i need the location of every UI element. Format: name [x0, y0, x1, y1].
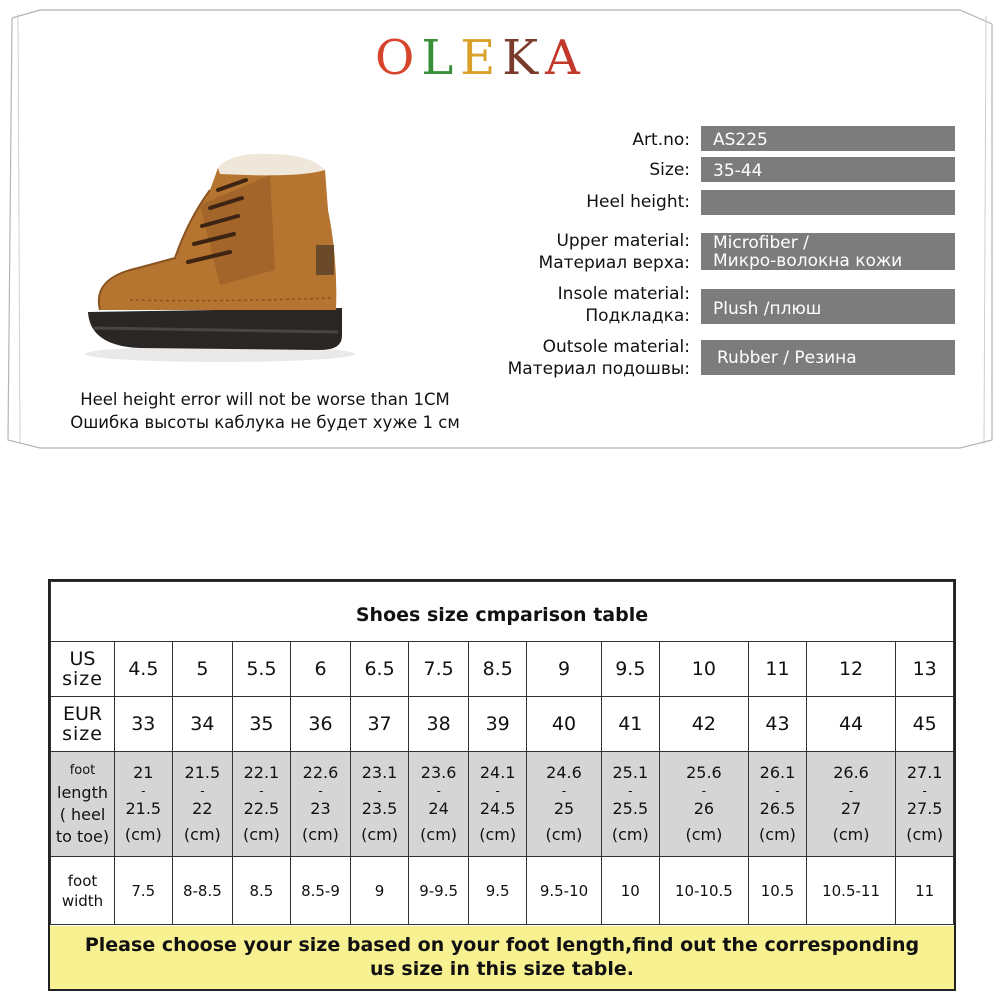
length-dash: - — [922, 784, 927, 798]
length-dash: - — [436, 784, 441, 798]
length-dash: - — [259, 784, 264, 798]
us-size-cell: 13 — [896, 642, 954, 697]
length-unit: (cm) — [611, 825, 649, 844]
length-from: 21.5 — [184, 763, 221, 782]
foot-length-cell — [233, 752, 291, 857]
spec-label-outsole-material: Outsole material: Материал подошвы: — [507, 337, 690, 379]
size-comparison-table — [48, 579, 956, 991]
logo-letter: L — [421, 30, 461, 86]
length-unit: (cm) — [545, 825, 583, 844]
foot-length-cell — [896, 752, 954, 857]
spec-label-size: Size: — [649, 160, 690, 180]
length-unit: (cm) — [759, 825, 796, 844]
length-to: 26.5 — [759, 799, 796, 818]
foot-length-cell — [408, 752, 469, 857]
logo-letter: E — [460, 30, 503, 86]
eur-size-cell: 39 — [469, 697, 527, 752]
length-from: 23.1 — [361, 763, 398, 782]
foot-length-cell — [115, 752, 173, 857]
spec-label-insole-material: Insole material: Подкладка: — [557, 284, 690, 326]
us-size-cell: 10 — [659, 642, 749, 697]
foot-width-cell: 7.5 — [115, 857, 173, 925]
length-dash: - — [318, 784, 323, 798]
length-dash: - — [775, 784, 780, 798]
length-unit: (cm) — [832, 825, 870, 844]
foot-width-cell: 11 — [896, 857, 954, 925]
length-from: 26.1 — [759, 763, 796, 782]
length-to: 24.5 — [479, 799, 516, 818]
length-to: 26 — [693, 799, 715, 818]
length-dash: - — [701, 784, 707, 798]
us-size-cell: 8.5 — [469, 642, 527, 697]
table-row-foot-length — [51, 752, 954, 857]
spec-value-outsole-material: Rubber / Резина — [701, 340, 955, 375]
length-to: 23 — [310, 799, 331, 818]
us-size-cell: 11 — [749, 642, 807, 697]
table-row-eur — [51, 697, 954, 752]
foot-length-cell — [602, 752, 660, 857]
length-from: 22.6 — [302, 763, 339, 782]
us-size-cell: 7.5 — [408, 642, 469, 697]
foot-length-cell — [749, 752, 807, 857]
length-to: 25 — [553, 799, 575, 818]
spec-value-size: 35-44 — [701, 157, 955, 182]
heel-note-en: Heel height error will not be worse than 1CM — [80, 390, 450, 409]
us-size-cell: 5 — [172, 642, 233, 697]
eur-size-cell: 34 — [172, 697, 233, 752]
length-unit: (cm) — [685, 825, 723, 844]
foot-width-cell: 9 — [351, 857, 409, 925]
length-from: 27.1 — [906, 763, 943, 782]
table-row-foot-width — [51, 857, 954, 925]
spec-label-art-no: Art.no: — [632, 130, 690, 150]
length-to: 24 — [428, 799, 449, 818]
foot-length-cell — [351, 752, 409, 857]
spec-value-insole-material: Plush /плюш — [701, 289, 955, 324]
foot-width-cell: 10-10.5 — [659, 857, 749, 925]
us-size-cell: 6.5 — [351, 642, 409, 697]
logo-letter: O — [375, 30, 422, 86]
heel-note-ru: Ошибка высоты каблука не будет хуже 1 см — [70, 413, 460, 432]
eur-size-cell: 38 — [408, 697, 469, 752]
eur-size-cell: 43 — [749, 697, 807, 752]
length-unit: (cm) — [302, 825, 339, 844]
us-size-cell: 6 — [290, 642, 351, 697]
length-to: 22 — [192, 799, 213, 818]
length-to: 23.5 — [361, 799, 398, 818]
eur-size-cell: 36 — [290, 697, 351, 752]
length-from: 24.1 — [479, 763, 516, 782]
length-dash: - — [141, 784, 146, 798]
foot-width-cell: 9.5-10 — [526, 857, 601, 925]
foot-length-cell — [526, 752, 601, 857]
length-to: 21.5 — [125, 799, 162, 818]
length-unit: (cm) — [361, 825, 398, 844]
foot-width-cell: 9.5 — [469, 857, 527, 925]
logo-letter: A — [545, 30, 587, 86]
us-size-cell: 9.5 — [602, 642, 660, 697]
length-unit: (cm) — [906, 825, 944, 844]
eur-size-cell: 45 — [896, 697, 954, 752]
eur-size-cell: 40 — [526, 697, 601, 752]
length-dash: - — [377, 784, 382, 798]
length-dash: - — [628, 784, 633, 798]
length-unit: (cm) — [479, 825, 517, 844]
length-from: 24.6 — [546, 763, 582, 782]
spec-value-art-no: AS225 — [701, 126, 955, 151]
length-from: 25.6 — [686, 763, 722, 782]
boot-image — [70, 150, 360, 365]
row-header-foot-width: foot width — [51, 857, 115, 925]
spec-label-heel-height: Heel height: — [586, 192, 690, 212]
length-to: 27 — [840, 799, 862, 818]
foot-width-cell: 10.5 — [749, 857, 807, 925]
foot-length-cell — [806, 752, 896, 857]
eur-size-cell: 37 — [351, 697, 409, 752]
brand-logo — [375, 30, 587, 86]
length-from: 21 — [133, 763, 154, 782]
length-dash: - — [848, 784, 854, 798]
size-advice-banner: Please choose your size based on your foot length,find out the corresponding us size in this size table. — [50, 926, 954, 989]
row-header-foot-length: foot length ( heel to toe) — [51, 752, 115, 857]
table-row-us — [51, 642, 954, 697]
eur-size-cell: 44 — [806, 697, 896, 752]
length-to: 27.5 — [906, 799, 943, 818]
us-size-cell: 9 — [526, 642, 601, 697]
length-unit: (cm) — [420, 825, 458, 844]
foot-width-cell: 10 — [602, 857, 660, 925]
length-unit: (cm) — [183, 825, 221, 844]
length-from: 23.6 — [420, 763, 457, 782]
eur-size-cell: 33 — [115, 697, 173, 752]
product-info-card — [0, 0, 1000, 460]
foot-width-cell: 10.5-11 — [806, 857, 896, 925]
row-header-eur: EUR size — [51, 697, 115, 752]
us-size-cell: 4.5 — [115, 642, 173, 697]
table-title: Shoes size cmparison table — [51, 582, 954, 642]
length-dash: - — [561, 784, 567, 798]
spec-value-upper-material: Microfiber / Микро-волокна кожи — [701, 233, 955, 270]
spec-value-heel-height — [701, 190, 955, 215]
spec-label-upper-material: Upper material: Материал верха: — [538, 231, 690, 273]
row-header-us: US size — [51, 642, 115, 697]
foot-length-cell — [172, 752, 233, 857]
foot-length-cell — [659, 752, 749, 857]
length-unit: (cm) — [242, 825, 280, 844]
length-from: 26.6 — [833, 763, 869, 782]
length-dash: - — [200, 784, 205, 798]
foot-width-cell: 9-9.5 — [408, 857, 469, 925]
eur-size-cell: 35 — [233, 697, 291, 752]
foot-width-cell: 8.5-9 — [290, 857, 351, 925]
eur-size-cell: 42 — [659, 697, 749, 752]
length-to: 22.5 — [243, 799, 280, 818]
length-from: 22.1 — [243, 763, 280, 782]
length-from: 25.1 — [612, 763, 649, 782]
foot-width-cell: 8.5 — [233, 857, 291, 925]
us-size-cell: 12 — [806, 642, 896, 697]
length-dash: - — [495, 784, 500, 798]
length-unit: (cm) — [124, 825, 162, 844]
foot-width-cell: 8-8.5 — [172, 857, 233, 925]
foot-length-cell — [290, 752, 351, 857]
logo-letter: K — [502, 30, 546, 86]
foot-length-cell — [469, 752, 527, 857]
eur-size-cell: 41 — [602, 697, 660, 752]
us-size-cell: 5.5 — [233, 642, 291, 697]
length-to: 25.5 — [612, 799, 649, 818]
